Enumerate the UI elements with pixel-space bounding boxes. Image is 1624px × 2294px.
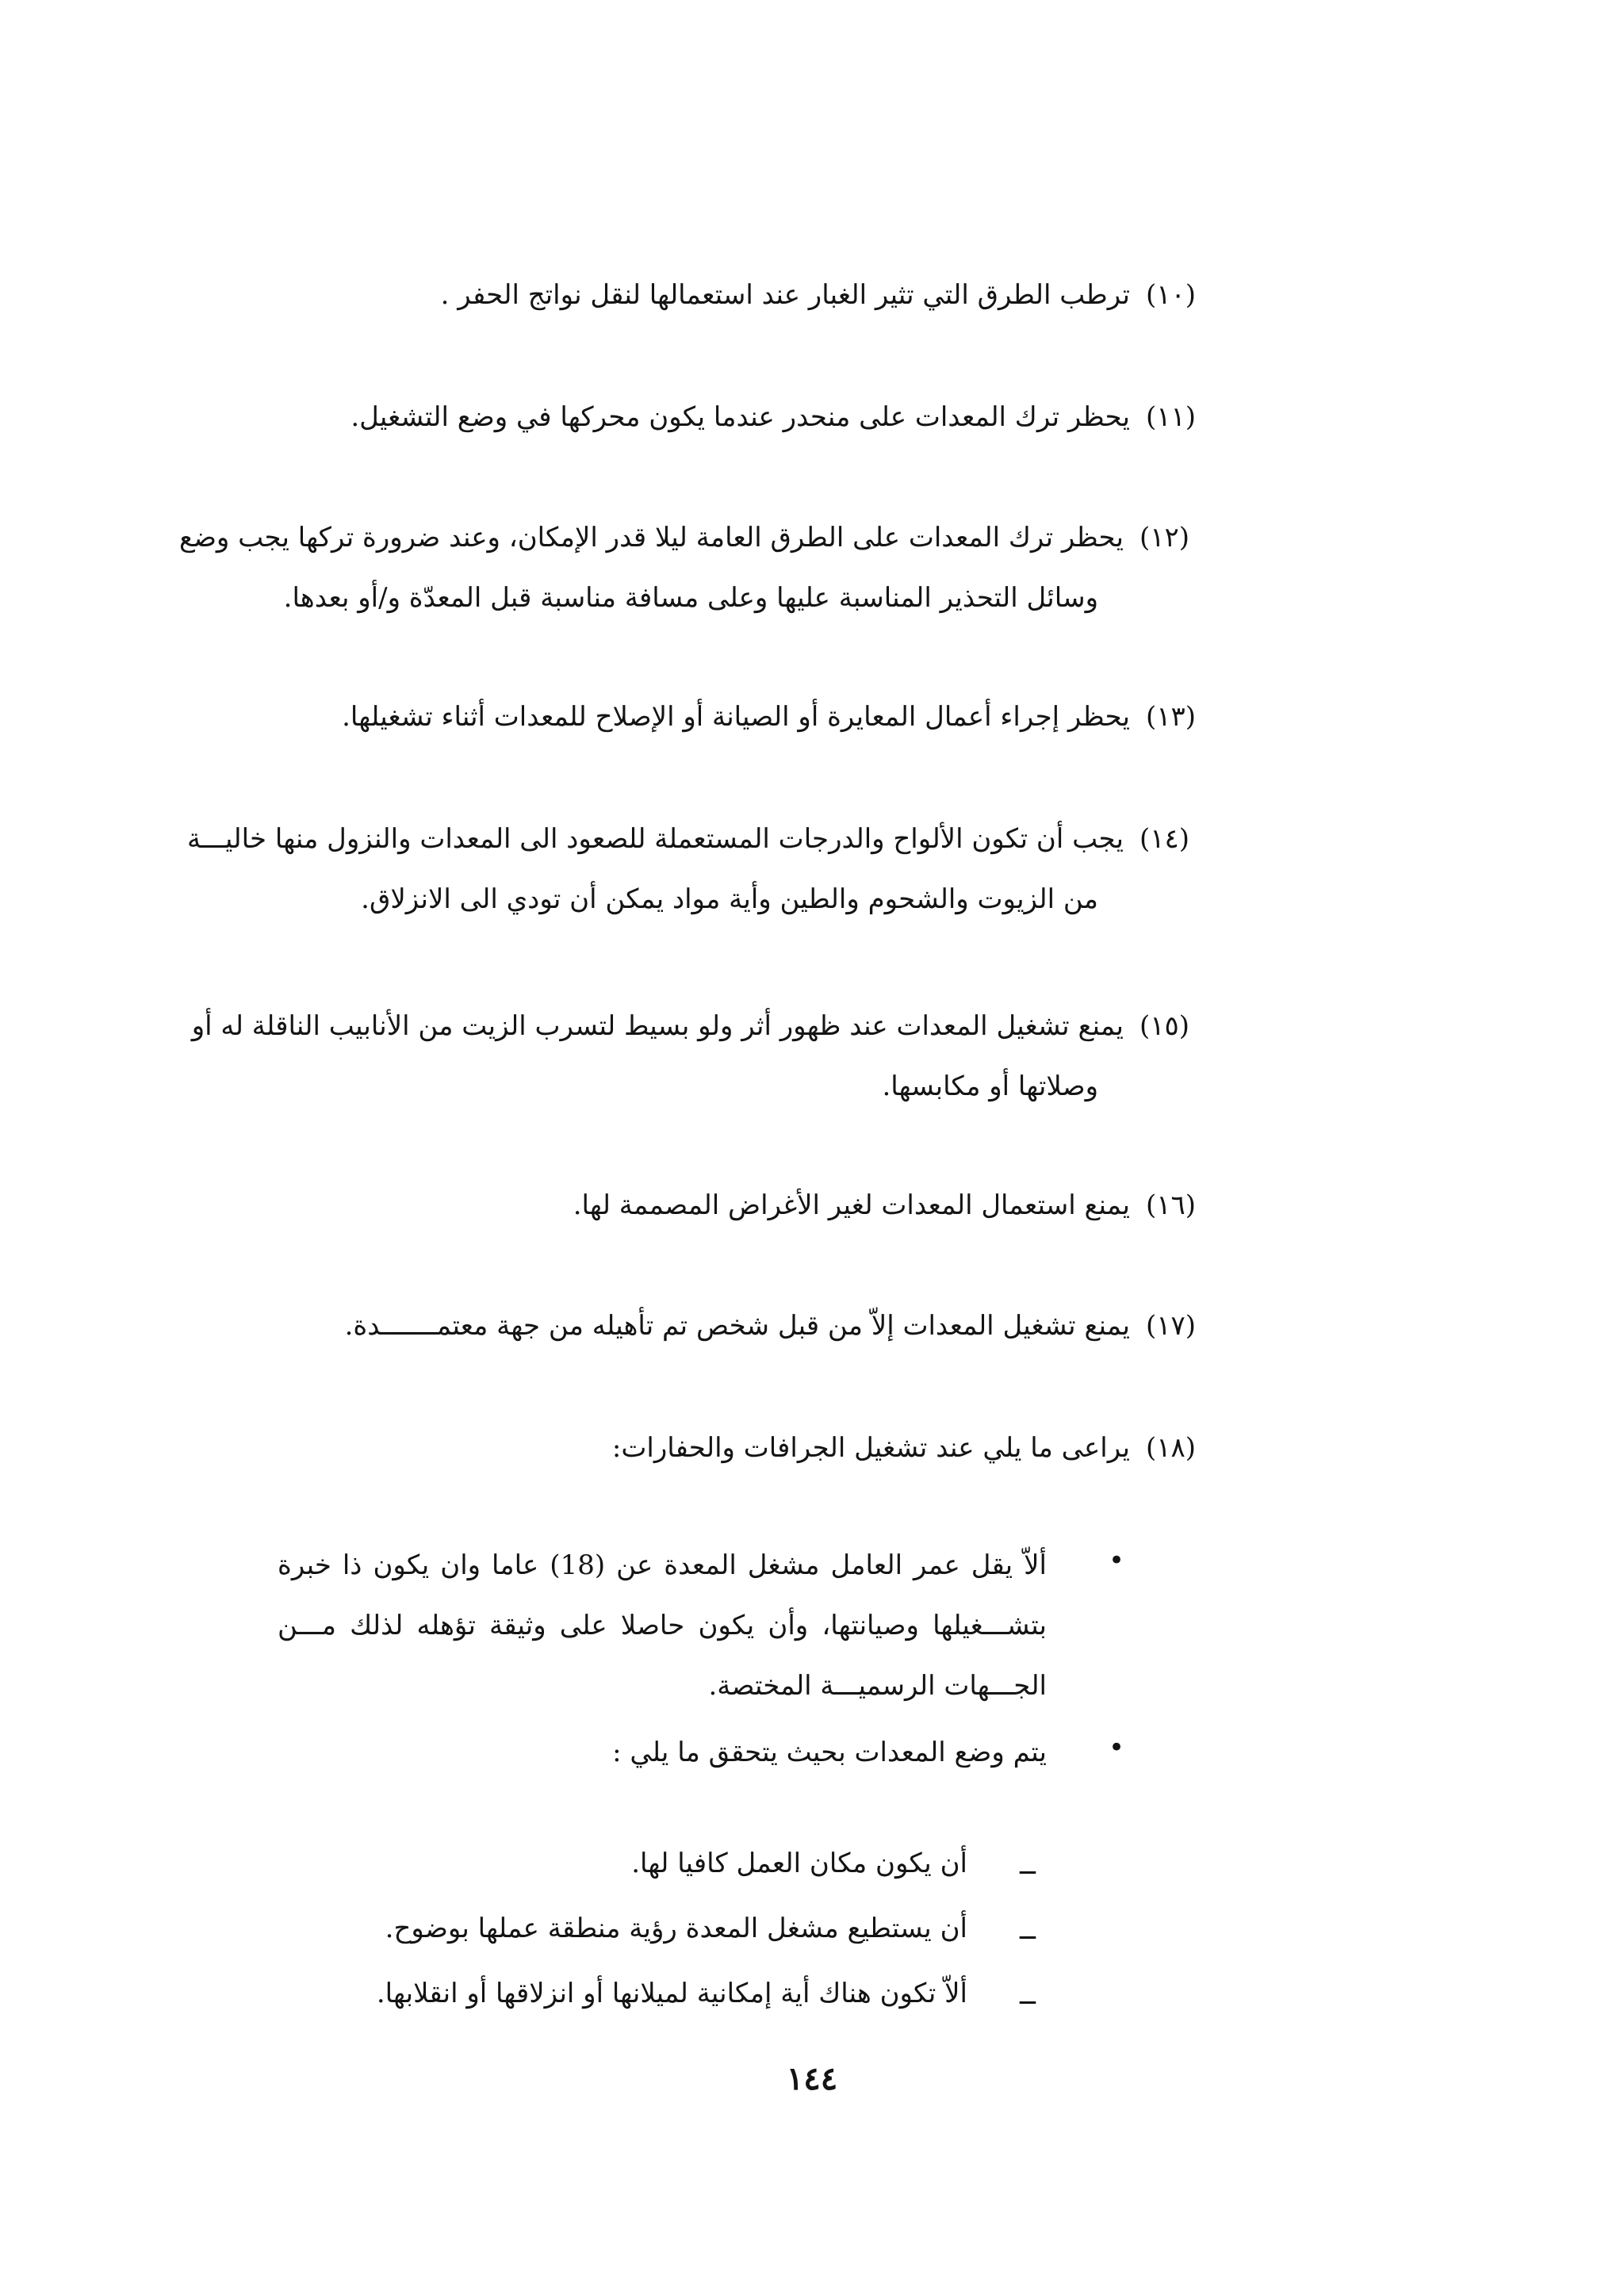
dash-icon: ــ (1020, 1849, 1036, 1881)
clause-text: يحظر ترك المعدات على الطرق العامة ليلا قدر الإمكان، وعند ضرورة تركها يجب وضع (178, 522, 1124, 553)
clause-text: يمنع تشغيل المعدات إلاّ من قبل شخص تم تأهيله من جهة معتمـــــــدة. (344, 1310, 1130, 1342)
subitem-visibility: أن يستطيع مشغل المعدة رؤية منطقة عملها بوضوح. (385, 1913, 967, 1944)
clause-number: (١٧) (1145, 1310, 1196, 1342)
dash-icon: ــ (1020, 1914, 1036, 1946)
clause-15 (0, 996, 1189, 1116)
clause-text: يمنع تشغيل المعدات عند ظهور أثر ولو بسيط لتسرب الزيت من الأنابيب الناقلة له أو (191, 1010, 1124, 1042)
subitem-workspace: أن يكون مكان العمل كافيا لها. (631, 1848, 967, 1879)
bullet-equipment-placement: يتم وضع المعدات بحيث يتحقق ما يلي : (612, 1737, 1047, 1768)
clause-number: (١٥) (1139, 1010, 1189, 1042)
clause-10 (276, 265, 1196, 325)
page-number: ١٤٤ (786, 2060, 838, 2097)
clause-number: (١٣) (1145, 701, 1196, 733)
bullet-icon: • (1109, 1545, 1125, 1576)
clause-number: (١١) (1145, 401, 1196, 433)
clause-number: (١٤) (1139, 823, 1189, 855)
clause-text: يراعى ما يلي عند تشغيل الجرافات والحفارات: (611, 1432, 1130, 1464)
clause-16 (276, 1175, 1196, 1235)
clause-text: يمنع استعمال المعدات لغير الأغراض المصممة لها. (573, 1189, 1130, 1221)
bullet-operator-requirements: ألاّ يقل عمر العامل مشغل المعدة عن (18) عاما وان يكون ذا خبرة بتشـــغيلها وصيانتها، وأن يكون حاصلا على وثيقة تؤهله لذلك مـــن الجـــهات الرسميـــة المختصة. (278, 1549, 1047, 1702)
clause-number: (١٠) (1145, 279, 1196, 311)
clause-13 (276, 687, 1196, 747)
clause-12 (0, 507, 1189, 628)
clause-continuation: وصلاتها أو مكابسها. (882, 1070, 1098, 1102)
clause-text: يحظر إجراء أعمال المعايرة أو الصيانة أو الإصلاح للمعدات أثناء تشغيلها. (342, 701, 1130, 733)
clause-14 (0, 809, 1189, 929)
clause-continuation: وسائل التحذير المناسبة عليها وعلى مسافة مناسبة قبل المعدّة و/أو بعدها. (283, 582, 1098, 614)
dash-icon: ــ (1020, 1979, 1036, 2011)
clause-continuation: من الزيوت والشحوم والطين وأية مواد يمكن أن تودي الى الانزلاق. (361, 883, 1098, 915)
clause-17 (276, 1296, 1196, 1356)
clause-18 (276, 1418, 1196, 1478)
clause-number: (١٢) (1139, 522, 1189, 553)
clause-11 (276, 387, 1196, 447)
clause-number: (١٦) (1145, 1189, 1196, 1221)
subitem-stability: ألاّ تكون هناك أية إمكانية لميلانها أو انزلاقها أو انقلابها. (376, 1978, 967, 2009)
bullet-icon: • (1109, 1732, 1125, 1764)
clause-text: يحظر ترك المعدات على منحدر عندما يكون محركها في وضع التشغيل. (350, 401, 1130, 433)
clause-number: (١٨) (1145, 1432, 1196, 1464)
clause-text: ترطب الطرق التي تثير الغبار عند استعمالها لنقل نواتج الحفر . (440, 279, 1130, 311)
clause-text: يجب أن تكون الألواح والدرجات المستعملة للصعود الى المعدات والنزول منها خاليـــة (186, 823, 1124, 855)
